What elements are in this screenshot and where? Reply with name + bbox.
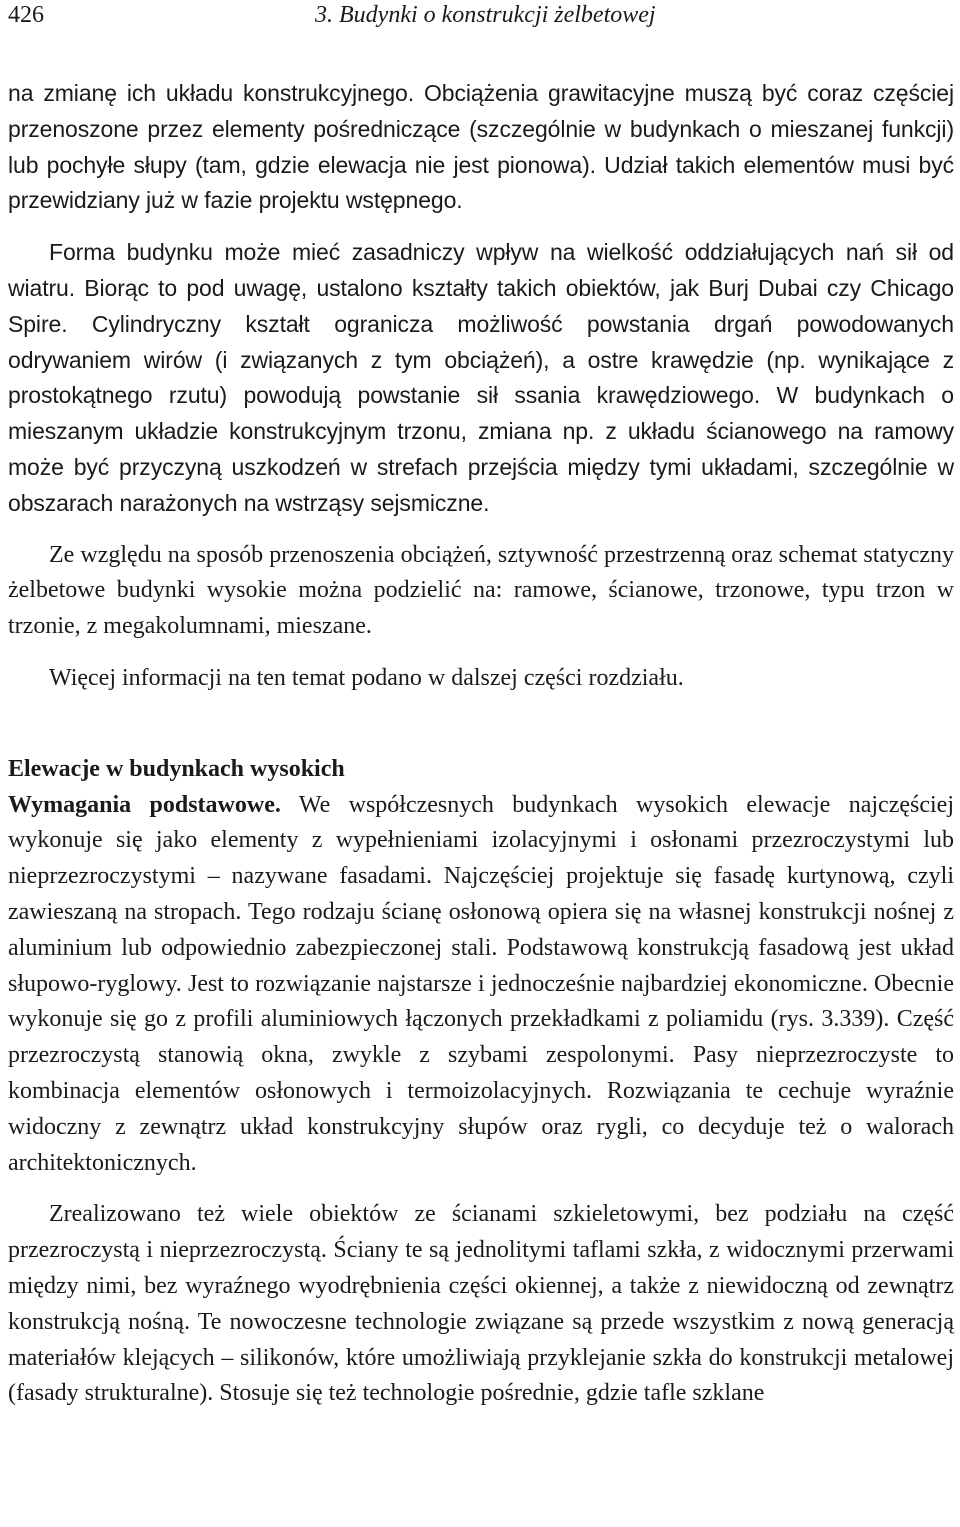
paragraph: na zmianę ich układu konstrukcyjnego. Obciążenia grawitacyjne muszą być coraz częściej przenoszone przez elementy pośredniczące (szczególnie w budynkach o mieszanej funkcji) lub pochyłe słupy (tam, gdzie elewacja nie jest pionowa). Udział takich elementów musi być przewidziany już w fazie projektu wstępnego. (8, 80, 954, 214)
section-paragraph-text: We współczesnych budynkach wysokich elewacje najczęściej wykonuje się jako elementy z wypełnieniami izolacyjnymi i osłonami przezroczystymi lub nieprzezroczystymi – nazywane fasadami. Najczęściej projektuje się fasadę kurtynową, czyli zawieszaną na stropach. Tego rodzaju ścianę osłonową opiera się na własnej konstrukcji nośnej z aluminium lub odpowiednio zabezpieczonej stali. Podstawową konstrukcją fasadową jest układ słupowo-ryglowy. Jest to rozwiązanie najstarsze i jednocześnie najbardziej ekonomiczne. Obecnie wykonuje się go z profili aluminiowych łączonych przekładkami z poliamidu (rys. 3.339). Część przezroczystą stanowią okna, zwykle z szybami zespolonymi. Pasy nieprzezroczyste to kombinacja elementów osłonowych i termoizolacyjnych. Rozwiązania te cechuje wyraźnie widoczny z zewnątrz układ konstrukcyjny słupów oraz rygli, co decyduje też o walorach architektonicznych. (8, 791, 954, 1176)
paragraph: Ze względu na sposób przenoszenia obciążeń, sztywność przestrzenną oraz schemat statyczny żelbetowe budynki wysokie można podzielić na: ramowe, ścianowe, trzonowe, typu trzon w trzonie, z megakolumnami, mieszane. (8, 541, 954, 640)
paragraph: Forma budynku może mieć zasadniczy wpływ na wielkość oddziałujących nań sił od wiatru. Biorąc to pod uwagę, ustalono kształty takich obiektów, jak Burj Dubai czy Chicago Spire. Cylindryczny kształt ogranicza możliwość powstania drgań powodowanych odrywaniem wirów (i związanych z tym obciążeń), a ostre krawędzie (np. wynikające z prostokątnego rzutu) powodują powstanie sił ssania krawędziowego. W budynkach o mieszanym układzie konstrukcyjnym trzonu, zmiana np. z układu ścianowego na ramowy może być przyczyną uszkodzeń w strefach przejścia między tymi układami, szczególnie w obszarach narażonych na wstrząsy sejsmiczne. (8, 239, 954, 516)
paragraph: Zrealizowano też wiele obiektów ze ścianami szkieletowymi, bez podziału na część przezroczystą i nieprzezroczystą. Ściany te są jednolitymi taflami szkła, z widocznymi przerwami między nimi, bez wyraźnego wyodrębnienia części okiennej, a także z niewidoczną od zewnątrz konstrukcją nośną. Te nowoczesne technologie związane są przede wszystkim z nową generacją materiałów klejących – silikonów, które umożliwiają przyklejanie szkła do konstrukcji metalowej (fasady strukturalne). Stosuje się też technologie pośrednie, gdzie tafle szklane (8, 1201, 954, 1407)
page-number: 426 (8, 2, 44, 28)
page-body (8, 76, 954, 1412)
page-header (8, 2, 952, 36)
section-paragraph (8, 788, 954, 1182)
section-title: Elewacje w budynkach wysokich (8, 755, 345, 782)
running-head: 3. Budynki o konstrukcji żelbetowej (315, 2, 656, 28)
section-lead: Wymagania podstawowe. (8, 791, 281, 818)
paragraph: Więcej informacji na ten temat podano w dalszej części rozdziału. (49, 664, 684, 691)
